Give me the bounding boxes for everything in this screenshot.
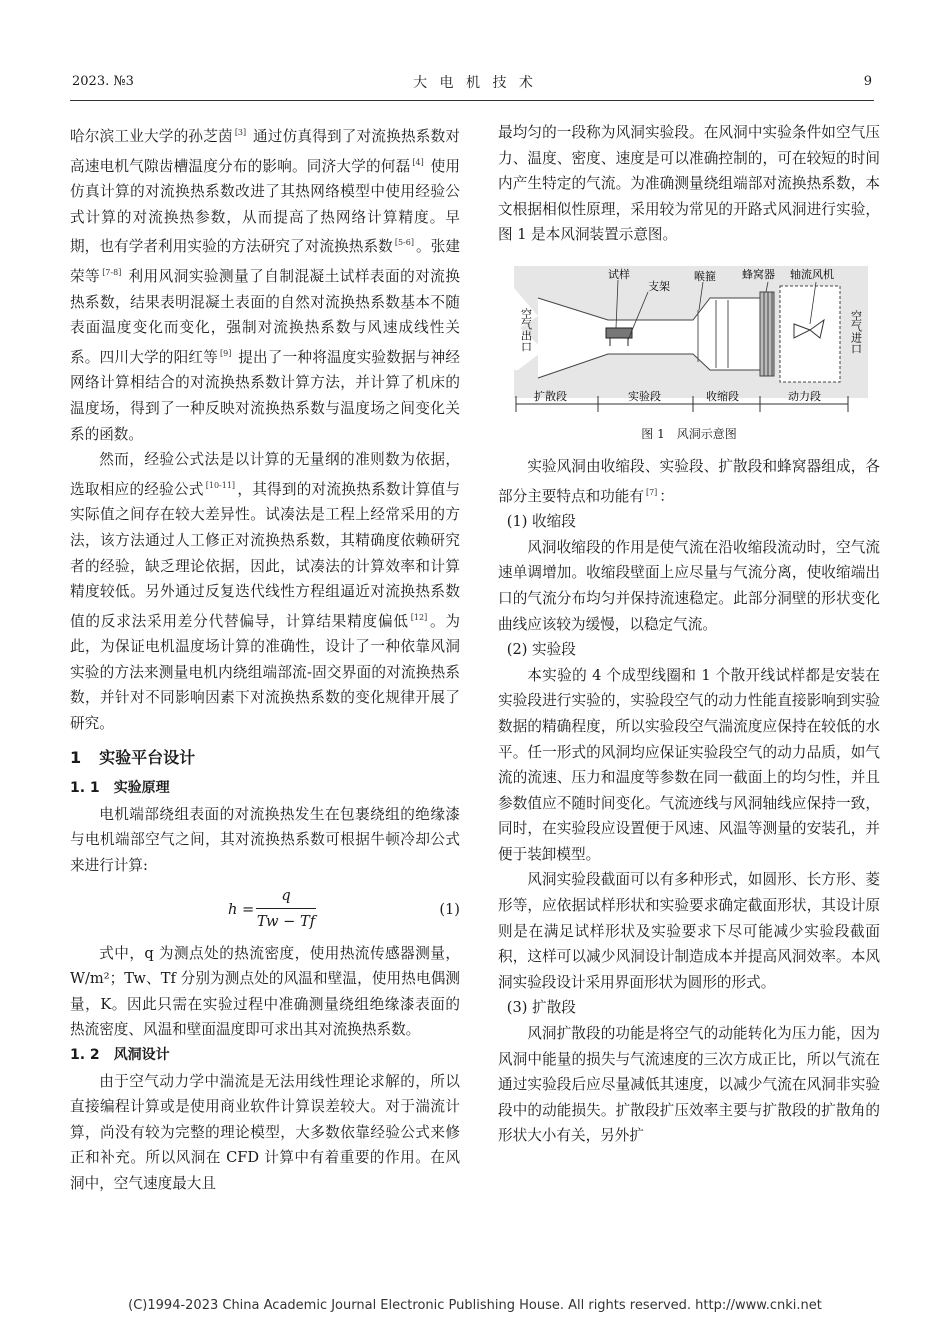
subsection-heading: 1. 2 风洞设计	[70, 1047, 170, 1063]
citation: [7]	[645, 487, 658, 497]
wind-tunnel-figure	[498, 258, 880, 418]
citation: [12]	[410, 612, 428, 622]
citation: [5-6]	[394, 238, 414, 248]
paragraph: 由于空气动力学中湍流是无法用线性理论求解的，所以直接编程计算或是使用商业软件计算误差较大。对于湍流计算，尚没有较为完整的理论模型，大多数依靠经验公式来修正和补充。所以风洞在 CFD 计算中有着重要的作用。在风洞中，空气速度最大且	[70, 1072, 460, 1192]
paragraph: 风洞实验段截面可以有多种形式，如圆形、长方形、菱形等，应依据试样形状和实验要求确定截面形状，其设计原则是在满足试样形状及实验要求下尽可能减少实验段截面积，这样可以减少风洞设计制造成本并提高风洞效率。本风洞实验段设计采用界面形状为圆形的形式。	[498, 871, 880, 991]
paragraph: 然而，经验公式法是以计算的无量纲的准则数为依据，选取相应的经验公式 [10-11] ，其得到的对流换热系数计算值与实际值之间存在较大差异性。试凑法是工程上经常采用的方法，该方法通过人工修正对流换热系数，其精确度依赖研究者的经验，缺乏理论依据，因此，试凑法的计算效率和计算精度较低。另外通过反复迭代线性方程组逼近对流换热系数值的反求法采用差分代替偏导，计算结果精度偏低 [12] 。为此，为保证电机温度场计算的准确性，设计了一种依靠风洞实验的方法来测量电机内绕组端部流-固交界面的对流换热系数，并针对不同影响因素下对流换热系数的变化规律开展了研究。	[70, 451, 460, 733]
paragraph: 最均匀的一段称为风洞实验段。在风洞中实验条件如空气压力、温度、密度、速度是可以准确控制的，可在较短的时间内产生特定的气流。为准确测量绕组端部对流换热系数，本文根据相似性原理，采用较为常见的开路式风洞进行实验，图 1 是本风洞装置示意图。	[498, 124, 880, 244]
paragraph: 电机端部绕组表面的对流换热发生在包裹绕组的绝缘漆与电机端部空气之间，其对流换热系数可根据牛顿冷却公式来进行计算:	[70, 805, 460, 875]
equation-number: (1)	[439, 900, 460, 918]
paragraph: 实验风洞由收缩段、实验段、扩散段和蜂窝器组成，各部分主要特点和功能有 [7] ：	[498, 457, 880, 505]
label-inlet: 空气进口	[849, 309, 863, 354]
paragraph: 风洞扩散段的功能是将空气的动能转化为压力能，因为风洞中能量的损失与气流速度的三次方成正比，所以气流在通过实验段后应尽量减低其速度，以减少气流在风洞非实验段中的动能损失。扩散段扩压效率主要与扩散段的扩散角的形状大小有关，另外扩	[498, 1025, 880, 1145]
journal-title: 大 电 机 技 术	[413, 75, 537, 91]
item-heading: (2) 实验段	[506, 641, 576, 659]
label-power: 动力段	[788, 389, 821, 403]
paragraph: 本实验的 4 个成型线圈和 1 个散开线试样都是安装在实验段进行实验的，实验段空气的动力性能直接影响到实验数据的精确程度，所以实验段空气湍流度应保持在较低的水平。任一形式的风洞均应保证实验段空气的动力品质，如气流的流速、压力和温度等参数在同一截面上的均匀性，并且参数值应不随时间变化。气流迹线与风洞轴线应保持一致，同时，在实验段应设置便于风速、风温等测量的安装孔，并便于装卸模型。	[498, 666, 880, 863]
citation: [7-8]	[102, 267, 122, 277]
copyright-footer: (C)1994-2023 China Academic Journal Electronic Publishing House. All rights reserved. http://www.cnki.net	[128, 1298, 822, 1313]
figure-caption: 图 1 风洞示意图	[641, 426, 737, 441]
power-section	[780, 286, 840, 382]
page-number: 9	[863, 74, 872, 89]
citation: [4]	[412, 157, 424, 167]
sample-block	[606, 328, 632, 338]
right-column	[498, 120, 880, 1149]
paragraph: 式中，q 为测点处的热流密度，使用热流传感器测量，W/m²；Tw、Tf 分别为测点处的风温和壁温，使用热电偶测量，K。因此只需在实验过程中准确测量绕组绝缘漆表面的热流密度、风温和壁面温度即可求出其对流换热系数。	[70, 944, 460, 1039]
equation-fraction	[256, 883, 316, 935]
issue-label: 2023. №3	[72, 74, 134, 89]
label-sample: 试样	[608, 267, 630, 281]
equation-numerator: q	[256, 883, 316, 910]
citation: [10-11]	[205, 480, 236, 490]
label-test-section: 实验段	[628, 389, 661, 403]
section-heading: 1 实验平台设计	[70, 747, 196, 767]
citation: [9]	[220, 348, 232, 358]
label-honeycomb: 蜂窝器	[742, 267, 775, 281]
label-support: 支架	[648, 279, 670, 293]
label-throat: 喉箍	[694, 269, 716, 283]
subsection-heading: 1. 1 实验原理	[70, 780, 170, 797]
paragraph: 风洞收缩段的作用是使气流在沿收缩段流动时，空气流速单调增加。收缩段壁面上应尽量与气流分离，使收缩端出口的气流分布均匀并保持流速稳定。此部分洞壁的形状变化曲线应该较为缓慢，以稳定气流。	[498, 538, 880, 633]
citation: [3]	[234, 128, 247, 137]
header-rule	[70, 100, 874, 101]
equation	[70, 883, 460, 937]
wind-tunnel-diagram	[498, 258, 880, 418]
label-contraction: 收缩段	[706, 389, 739, 403]
label-diffuser: 扩散段	[534, 389, 567, 403]
equation-denominator: Tw − Tf	[256, 913, 316, 931]
left-column	[70, 120, 460, 1197]
item-heading: (3) 扩散段	[506, 999, 576, 1017]
label-fan: 轴流风机	[790, 267, 834, 281]
paragraph: 哈尔滨工业大学的孙芝茵 [3] 通过仿真得到了对流换热系数对高速电机气隙齿槽温度分布的影响。同济大学的何磊 [4] 使用仿真计算的对流换热系数改进了其热网络模型中使用经验公式计算的对流换热参数，从而提高了热网络计算精度。早期，也有学者利用实验的方法研究了对流换热系数 [5-6] 。张建荣等 [7-8] 利用风洞实验测量了自制混凝土试样表面的对流换热系数，结果表明混凝土表面的自然对流换热系数基本不随表面温度变化而变化，强制对流换热系数与风速成线性关系。四川大学的阳红等 [9] 提出了一种将温度实验数据与神经网络计算相结合的对流换热系数计算方法，并计算了机床的温度场，得到了一种反映对流换热系数与温度场之间变化关系的函数。	[70, 128, 460, 443]
item-heading: (1) 收缩段	[506, 513, 576, 531]
equation-lhs: h =	[228, 900, 255, 918]
label-outlet: 空气出口	[519, 307, 533, 352]
